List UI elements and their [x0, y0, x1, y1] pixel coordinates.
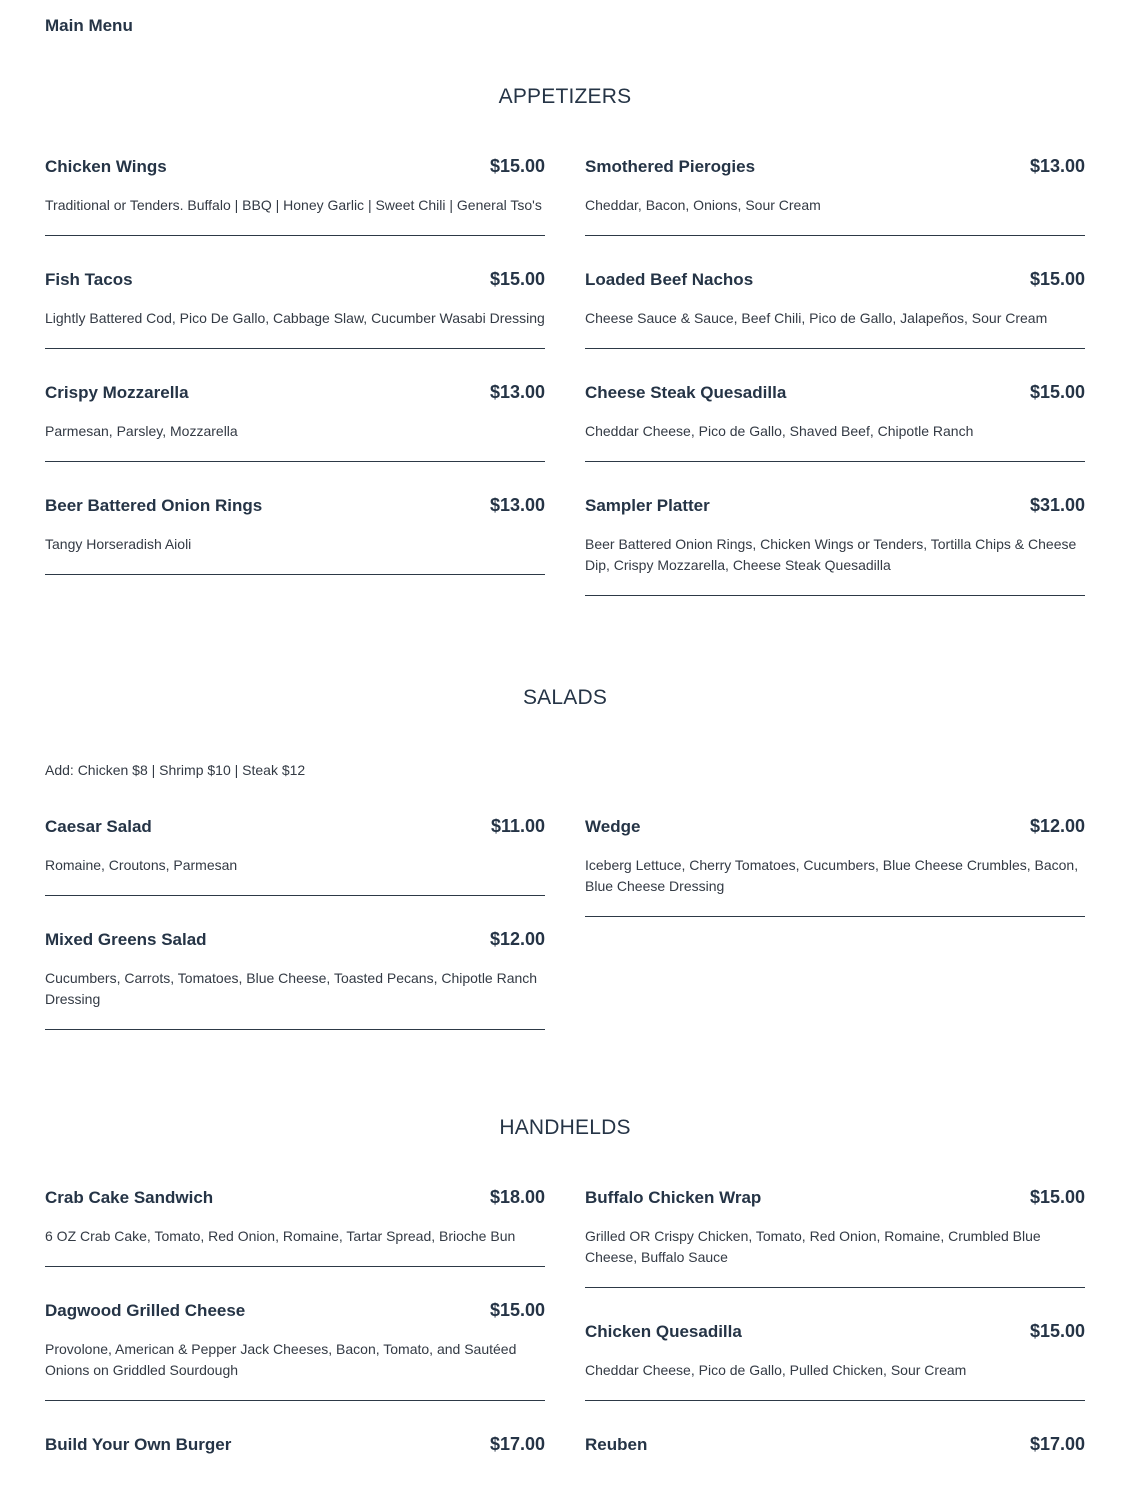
item-price: $15.00 — [489, 1300, 545, 1320]
item-description: Traditional or Tenders. Buffalo | BBQ | Honey Garlic | Sweet Chili | General Tso's — [45, 197, 542, 213]
item-price: $15.00 — [1029, 1321, 1085, 1341]
menu-item — [585, 1187, 1085, 1288]
item-name: Buffalo Chicken Wrap — [585, 1188, 762, 1207]
item-name: Caesar Salad — [45, 817, 152, 836]
menu-item — [45, 382, 545, 462]
item-price: $17.00 — [1029, 1434, 1085, 1454]
menu-item — [585, 495, 1085, 596]
menu-item — [45, 269, 545, 349]
menu-item — [585, 1434, 1085, 1464]
item-description: Beer Battered Onion Rings, Chicken Wings or Tenders, Tortilla Chips & Cheese Dip, Crispy Mozzarella, Cheese Steak Quesadilla — [585, 536, 1077, 573]
item-price: $15.00 — [489, 269, 545, 289]
item-price: $11.00 — [490, 816, 545, 836]
item-name: Sampler Platter — [585, 496, 710, 515]
menu-item — [45, 1300, 545, 1401]
item-description: 6 OZ Crab Cake, Tomato, Red Onion, Romaine, Tartar Spread, Brioche Bun — [45, 1228, 516, 1244]
item-description: Romaine, Croutons, Parmesan — [45, 857, 238, 873]
item-price: $12.00 — [489, 929, 545, 949]
page-title: Main Menu — [45, 16, 133, 35]
item-price: $31.00 — [1029, 495, 1085, 515]
menu-item — [585, 269, 1085, 349]
item-name: Mixed Greens Salad — [45, 930, 207, 949]
menu-item — [45, 495, 545, 575]
item-name: Smothered Pierogies — [585, 157, 756, 176]
item-name: Reuben — [585, 1435, 648, 1454]
item-name: Chicken Wings — [45, 157, 167, 176]
item-description: Lightly Battered Cod, Pico De Gallo, Cabbage Slaw, Cucumber Wasabi Dressing — [45, 310, 545, 326]
section-heading-handhelds: HANDHELDS — [499, 1116, 631, 1139]
salad-add-ons-note: Add: Chicken $8 | Shrimp $10 | Steak $12 — [45, 762, 306, 778]
item-price: $15.00 — [1029, 269, 1085, 289]
item-price: $13.00 — [489, 495, 545, 515]
item-description: Provolone, American & Pepper Jack Cheeses, Bacon, Tomato, and Sautéed Onions on Griddled Sourdough — [45, 1341, 517, 1378]
menu-item — [585, 1321, 1085, 1401]
section-heading-salads: SALADS — [522, 686, 608, 709]
menu-item — [45, 156, 545, 236]
item-name: Wedge — [585, 817, 641, 836]
item-description: Cheddar Cheese, Pico de Gallo, Pulled Chicken, Sour Cream — [585, 1362, 967, 1378]
item-description: Cheddar, Bacon, Onions, Sour Cream — [585, 197, 821, 213]
item-description: Cheese Sauce & Sauce, Beef Chili, Pico de Gallo, Jalapeños, Sour Cream — [585, 310, 1048, 326]
item-description: Cucumbers, Carrots, Tomatoes, Blue Cheese, Toasted Pecans, Chipotle Ranch Dressing — [45, 970, 538, 1007]
item-name: Crispy Mozzarella — [45, 383, 189, 402]
item-name: Crab Cake Sandwich — [45, 1188, 214, 1207]
section-heading-appetizers: APPETIZERS — [498, 85, 632, 108]
menu-item — [585, 382, 1085, 462]
item-description: Cheddar Cheese, Pico de Gallo, Shaved Beef, Chipotle Ranch — [585, 423, 974, 439]
item-price: $15.00 — [1029, 1187, 1085, 1207]
item-name: Cheese Steak Quesadilla — [585, 383, 787, 402]
item-name: Fish Tacos — [45, 270, 133, 289]
item-price: $13.00 — [489, 382, 545, 402]
menu-item — [585, 156, 1085, 236]
item-price: $18.00 — [489, 1187, 545, 1207]
menu-item — [45, 1434, 545, 1464]
item-price: $15.00 — [489, 156, 545, 176]
menu-item — [45, 1187, 545, 1267]
menu-item — [585, 816, 1085, 917]
item-price: $12.00 — [1029, 816, 1085, 836]
item-description: Parmesan, Parsley, Mozzarella — [45, 423, 238, 439]
item-name: Chicken Quesadilla — [585, 1322, 742, 1341]
item-name: Loaded Beef Nachos — [585, 270, 754, 289]
item-price: $17.00 — [489, 1434, 545, 1454]
item-price: $13.00 — [1029, 156, 1085, 176]
item-description: Grilled OR Crispy Chicken, Tomato, Red Onion, Romaine, Crumbled Blue Cheese, Buffalo Sauce — [585, 1228, 1041, 1265]
item-name: Beer Battered Onion Rings — [45, 496, 263, 515]
item-price: $15.00 — [1029, 382, 1085, 402]
item-name: Dagwood Grilled Cheese — [45, 1301, 246, 1320]
item-description: Tangy Horseradish Aioli — [45, 536, 192, 552]
item-description: Iceberg Lettuce, Cherry Tomatoes, Cucumbers, Blue Cheese Crumbles, Bacon, Blue Cheese Dressing — [585, 857, 1079, 894]
menu-item — [45, 816, 545, 896]
item-name: Build Your Own Burger — [45, 1435, 232, 1454]
menu-item — [45, 929, 545, 1030]
